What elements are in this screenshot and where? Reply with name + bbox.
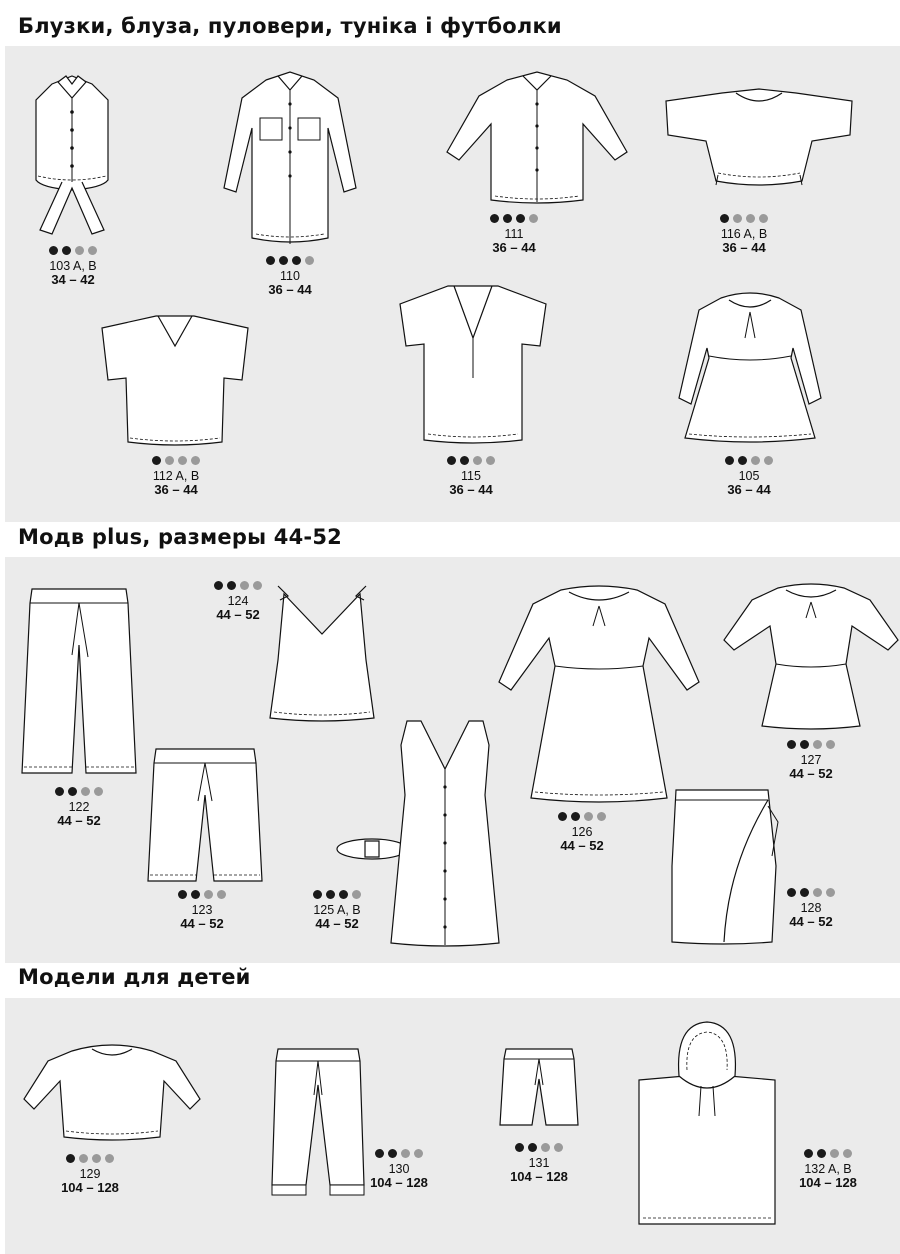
difficulty-dot-empty bbox=[826, 888, 835, 897]
difficulty-dot-filled bbox=[738, 456, 747, 465]
model-label bbox=[684, 214, 804, 255]
model-label bbox=[230, 256, 350, 297]
model-label bbox=[522, 812, 642, 853]
model-label bbox=[689, 456, 809, 497]
sleeveless-tie-blouse-sketch bbox=[22, 70, 122, 240]
model-sizes: 44 – 52 bbox=[560, 838, 604, 853]
difficulty-dots bbox=[454, 214, 574, 226]
model-number: 132 A, B bbox=[804, 1162, 852, 1176]
difficulty-dot-empty bbox=[253, 581, 262, 590]
difficulty-dot-empty bbox=[584, 812, 593, 821]
difficulty-dot-filled bbox=[388, 1149, 397, 1158]
model-label bbox=[13, 246, 133, 287]
model-sizes: 44 – 52 bbox=[315, 916, 359, 931]
shirt-sketch bbox=[445, 70, 630, 205]
difficulty-dot-filled bbox=[214, 581, 223, 590]
difficulty-dot-empty bbox=[759, 214, 768, 223]
difficulty-dots bbox=[751, 888, 871, 900]
difficulty-dot-filled bbox=[178, 890, 187, 899]
model-sizes: 36 – 44 bbox=[727, 482, 771, 497]
difficulty-dot-filled bbox=[152, 456, 161, 465]
difficulty-dot-empty bbox=[305, 256, 314, 265]
difficulty-dot-filled bbox=[800, 888, 809, 897]
difficulty-dots bbox=[684, 214, 804, 226]
difficulty-dot-empty bbox=[813, 740, 822, 749]
section-heading-blouses: Блузки, блуза, пуловери, туніка і футболки bbox=[18, 14, 562, 38]
difficulty-dot-filled bbox=[528, 1143, 537, 1152]
model-sizes: 44 – 52 bbox=[57, 813, 101, 828]
difficulty-dot-filled bbox=[558, 812, 567, 821]
model-number: 129 bbox=[79, 1167, 101, 1181]
model-number: 111 bbox=[504, 227, 524, 241]
model-number: 110 bbox=[280, 269, 300, 283]
difficulty-dot-filled bbox=[817, 1149, 826, 1158]
model-label bbox=[751, 740, 871, 781]
model-label bbox=[751, 888, 871, 929]
difficulty-dot-filled bbox=[571, 812, 580, 821]
button-front-dress-sketch bbox=[385, 715, 505, 947]
model-sizes: 36 – 44 bbox=[268, 282, 312, 297]
difficulty-dot-filled bbox=[490, 214, 499, 223]
difficulty-dot-filled bbox=[447, 456, 456, 465]
model-label bbox=[339, 1149, 459, 1190]
difficulty-dot-empty bbox=[88, 246, 97, 255]
difficulty-dot-empty bbox=[178, 456, 187, 465]
difficulty-dot-empty bbox=[751, 456, 760, 465]
model-sizes: 36 – 44 bbox=[492, 240, 536, 255]
difficulty-dots bbox=[116, 456, 236, 468]
difficulty-dots bbox=[522, 812, 642, 824]
difficulty-dot-empty bbox=[830, 1149, 839, 1158]
model-label bbox=[411, 456, 531, 497]
difficulty-dot-filled bbox=[62, 246, 71, 255]
model-number: 103 A, B bbox=[49, 259, 97, 273]
difficulty-dot-filled bbox=[503, 214, 512, 223]
model-sizes: 44 – 52 bbox=[216, 607, 260, 622]
culottes-sketch bbox=[146, 745, 264, 885]
difficulty-dots bbox=[30, 1154, 150, 1166]
tunic-sketch bbox=[398, 282, 548, 447]
difficulty-dot-filled bbox=[800, 740, 809, 749]
difficulty-dot-empty bbox=[94, 787, 103, 796]
model-number: 105 bbox=[738, 469, 760, 483]
difficulty-dot-empty bbox=[473, 456, 482, 465]
difficulty-dot-filled bbox=[313, 890, 322, 899]
difficulty-dot-empty bbox=[826, 740, 835, 749]
model-number: 116 A, B bbox=[720, 227, 768, 241]
difficulty-dot-empty bbox=[554, 1143, 563, 1152]
peasant-blouse-sketch bbox=[675, 288, 825, 443]
model-number: 125 A, B bbox=[313, 903, 361, 917]
wide-trousers-sketch bbox=[20, 585, 138, 777]
model-sizes: 36 – 44 bbox=[722, 240, 766, 255]
difficulty-dots bbox=[277, 890, 397, 902]
difficulty-dot-empty bbox=[541, 1143, 550, 1152]
difficulty-dot-empty bbox=[733, 214, 742, 223]
model-number: 124 bbox=[227, 594, 249, 608]
section-heading-plus: Модв plus, размеры 44-52 bbox=[18, 525, 342, 549]
difficulty-dot-empty bbox=[746, 214, 755, 223]
model-label bbox=[277, 890, 397, 931]
difficulty-dot-filled bbox=[266, 256, 275, 265]
model-sizes: 44 – 52 bbox=[789, 766, 833, 781]
difficulty-dot-filled bbox=[191, 890, 200, 899]
difficulty-dot-filled bbox=[227, 581, 236, 590]
model-label bbox=[768, 1149, 888, 1190]
difficulty-dot-filled bbox=[787, 888, 796, 897]
difficulty-dot-filled bbox=[515, 1143, 524, 1152]
model-label bbox=[142, 890, 262, 931]
difficulty-dot-empty bbox=[843, 1149, 852, 1158]
model-number: 128 bbox=[800, 901, 822, 915]
model-sizes: 104 – 128 bbox=[799, 1175, 857, 1190]
model-label bbox=[454, 214, 574, 255]
difficulty-dot-empty bbox=[813, 888, 822, 897]
difficulty-dot-filled bbox=[339, 890, 348, 899]
difficulty-dot-filled bbox=[720, 214, 729, 223]
model-sizes: 104 – 128 bbox=[370, 1175, 428, 1190]
model-label bbox=[116, 456, 236, 497]
difficulty-dot-empty bbox=[75, 246, 84, 255]
difficulty-dot-filled bbox=[516, 214, 525, 223]
model-label bbox=[479, 1143, 599, 1184]
model-sizes: 104 – 128 bbox=[510, 1169, 568, 1184]
model-sizes: 104 – 128 bbox=[61, 1180, 119, 1195]
model-number: 126 bbox=[571, 825, 593, 839]
difficulty-dot-empty bbox=[105, 1154, 114, 1163]
difficulty-dots bbox=[689, 456, 809, 468]
difficulty-dot-empty bbox=[352, 890, 361, 899]
difficulty-dot-empty bbox=[597, 812, 606, 821]
difficulty-dot-empty bbox=[240, 581, 249, 590]
difficulty-dot-filled bbox=[279, 256, 288, 265]
model-number: 127 bbox=[800, 753, 822, 767]
peasant-dress-sketch bbox=[497, 582, 702, 804]
difficulty-dots bbox=[142, 890, 262, 902]
tie-strap-top-sketch bbox=[266, 580, 378, 722]
model-sizes: 44 – 52 bbox=[789, 914, 833, 929]
model-number: 131 bbox=[528, 1156, 550, 1170]
difficulty-dot-filled bbox=[68, 787, 77, 796]
difficulty-dot-filled bbox=[804, 1149, 813, 1158]
difficulty-dot-empty bbox=[79, 1154, 88, 1163]
difficulty-dot-empty bbox=[217, 890, 226, 899]
difficulty-dots bbox=[479, 1143, 599, 1155]
model-label bbox=[19, 787, 139, 828]
difficulty-dot-empty bbox=[529, 214, 538, 223]
difficulty-dots bbox=[230, 256, 350, 268]
difficulty-dots bbox=[13, 246, 133, 258]
difficulty-dot-empty bbox=[191, 456, 200, 465]
section-heading-kids: Модели для детей bbox=[18, 965, 251, 989]
difficulty-dots bbox=[751, 740, 871, 752]
model-label bbox=[30, 1154, 150, 1195]
difficulty-dots bbox=[339, 1149, 459, 1161]
model-number: 122 bbox=[68, 800, 90, 814]
difficulty-dot-filled bbox=[787, 740, 796, 749]
shirt-dress-sketch bbox=[220, 68, 360, 248]
difficulty-dot-empty bbox=[165, 456, 174, 465]
model-number: 123 bbox=[191, 903, 213, 917]
difficulty-dot-filled bbox=[375, 1149, 384, 1158]
model-sizes: 36 – 44 bbox=[154, 482, 198, 497]
difficulty-dot-filled bbox=[326, 890, 335, 899]
kids-pullover-sketch bbox=[22, 1045, 202, 1145]
kids-shorts-sketch bbox=[498, 1045, 580, 1129]
difficulty-dot-empty bbox=[92, 1154, 101, 1163]
model-number: 130 bbox=[388, 1162, 410, 1176]
hooded-poncho-sketch bbox=[635, 1020, 780, 1228]
difficulty-dot-empty bbox=[414, 1149, 423, 1158]
batwing-pullover-sketch bbox=[662, 85, 857, 195]
model-sizes: 36 – 44 bbox=[449, 482, 493, 497]
difficulty-dots bbox=[768, 1149, 888, 1161]
model-sizes: 34 – 42 bbox=[51, 272, 95, 287]
difficulty-dot-empty bbox=[81, 787, 90, 796]
difficulty-dot-filled bbox=[55, 787, 64, 796]
model-number: 115 bbox=[461, 469, 481, 483]
model-number: 112 A, B bbox=[152, 469, 200, 483]
model-sizes: 44 – 52 bbox=[180, 916, 224, 931]
v-neck-tshirt-sketch bbox=[100, 312, 250, 447]
difficulty-dot-filled bbox=[66, 1154, 75, 1163]
difficulty-dot-empty bbox=[486, 456, 495, 465]
difficulty-dots bbox=[19, 787, 139, 799]
difficulty-dot-filled bbox=[460, 456, 469, 465]
peasant-top-sketch bbox=[722, 580, 900, 730]
difficulty-dots bbox=[411, 456, 531, 468]
difficulty-dot-empty bbox=[764, 456, 773, 465]
difficulty-dot-filled bbox=[725, 456, 734, 465]
difficulty-dot-empty bbox=[401, 1149, 410, 1158]
difficulty-dot-empty bbox=[204, 890, 213, 899]
difficulty-dot-filled bbox=[49, 246, 58, 255]
difficulty-dot-filled bbox=[292, 256, 301, 265]
